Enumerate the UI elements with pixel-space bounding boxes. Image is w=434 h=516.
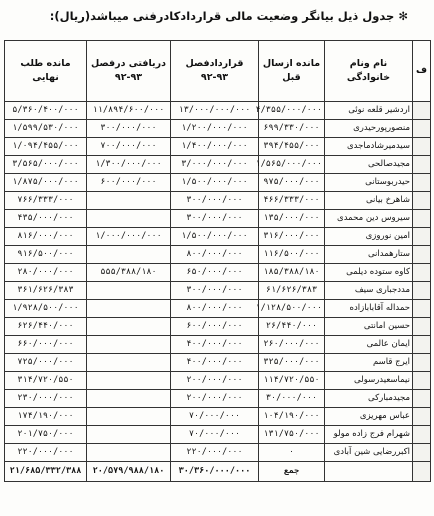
header-contract <box>171 41 259 102</box>
final-balance-cell: ۷۶۶/۳۳۳/۰۰۰ <box>5 192 87 210</box>
table-row <box>5 156 431 174</box>
row-index-cell <box>413 444 431 462</box>
final-balance-cell: ۳/۵۶۵/۰۰۰/۰۰۰ <box>5 156 87 174</box>
received-cell <box>87 444 171 462</box>
player-name-cell: کاوه ستوده دیلمی <box>325 264 413 282</box>
total-row <box>5 462 431 482</box>
table-row <box>5 228 431 246</box>
asterisk-icon: ✻ <box>398 9 408 23</box>
table-row <box>5 138 431 156</box>
final-balance-cell: ۲۰۱/۷۵۰/۰۰۰ <box>5 426 87 444</box>
received-cell <box>87 336 171 354</box>
table-row <box>5 300 431 318</box>
page-title <box>8 6 408 26</box>
contract-cell: ۳۰۰/۰۰۰/۰۰۰ <box>171 192 259 210</box>
player-name-cell: حسین امانتی <box>325 318 413 336</box>
player-name-cell: شاهرخ بیانی <box>325 192 413 210</box>
final-balance-cell: ۶۲۶/۴۴۰/۰۰۰ <box>5 318 87 336</box>
received-cell <box>87 192 171 210</box>
final-balance-cell: ۲۳۰/۰۰۰/۰۰۰ <box>5 390 87 408</box>
player-name-cell: ستارهمدانی <box>325 246 413 264</box>
player-name-cell: اردشیر قلعه نوئی <box>325 102 413 120</box>
row-index-cell <box>413 210 431 228</box>
title-text: جدول ذیل بیانگر وضعیت مالی قراردادکادرفنی میباشد(ریال): <box>49 9 395 23</box>
row-index-cell <box>413 264 431 282</box>
player-name-cell: امین نوروزی <box>325 228 413 246</box>
table-row <box>5 120 431 138</box>
total-final: ۲۱/۶۸۵/۳۳۲/۳۸۸ <box>5 462 87 482</box>
row-index-cell <box>413 390 431 408</box>
header-name: نام ونام خانوادگی <box>325 41 413 102</box>
header-contract-line2: ۹۲-۹۳ <box>200 72 229 83</box>
contract-cell: ۴۰۰/۰۰۰/۰۰۰ <box>171 336 259 354</box>
table-row <box>5 282 431 300</box>
header-final: مانده طلب نهایی <box>5 41 87 102</box>
contract-cell: ۷۰/۰۰۰/۰۰۰ <box>171 426 259 444</box>
contract-cell: ۲۲۰/۰۰۰/۰۰۰ <box>171 444 259 462</box>
received-cell: ۶۰۰/۰۰۰/۰۰۰ <box>87 174 171 192</box>
row-index-cell <box>413 426 431 444</box>
received-cell <box>87 372 171 390</box>
total-contract: ۳۰/۳۶۰/۰۰۰/۰۰۰ <box>171 462 259 482</box>
table-row <box>5 426 431 444</box>
final-balance-cell: ۷۲۵/۰۰۰/۰۰۰ <box>5 354 87 372</box>
prev-balance-cell: ۳۱۶/۰۰۰/۰۰۰ <box>259 228 325 246</box>
received-cell: ۱/۰۰۰/۰۰۰/۰۰۰ <box>87 228 171 246</box>
received-cell <box>87 282 171 300</box>
row-index-cell <box>413 102 431 120</box>
row-index-cell <box>413 228 431 246</box>
final-balance-cell: ۴۳۵/۰۰۰/۰۰۰ <box>5 210 87 228</box>
total-received: ۲۰/۵۷۹/۹۸۸/۱۸۰ <box>87 462 171 482</box>
prev-balance-cell: ۶۹۹/۳۳۰/۰۰۰ <box>259 120 325 138</box>
table-row <box>5 444 431 462</box>
final-balance-cell: ۵/۳۶۰/۴۰۰/۰۰۰ <box>5 102 87 120</box>
prev-balance-cell: ۱۰۴/۱۹۰/۰۰۰ <box>259 408 325 426</box>
table-row <box>5 318 431 336</box>
player-name-cell: عباس مهریزی <box>325 408 413 426</box>
received-cell <box>87 300 171 318</box>
received-cell <box>87 246 171 264</box>
row-index-cell <box>413 138 431 156</box>
received-cell: ۷۰۰/۰۰۰/۰۰۰ <box>87 138 171 156</box>
table-row <box>5 354 431 372</box>
final-balance-cell: ۱/۵۹۹/۵۳۰/۰۰۰ <box>5 120 87 138</box>
row-index-cell <box>413 372 431 390</box>
contract-cell: ۱/۴۰۰/۰۰۰/۰۰۰ <box>171 138 259 156</box>
header-received-line1: دریافتی درفصل <box>91 58 166 69</box>
received-cell: ۵۵۵/۳۸۸/۱۸۰ <box>87 264 171 282</box>
received-cell: ۱/۳۰۰/۰۰۰/۰۰۰ <box>87 156 171 174</box>
player-name-cell: ایمان عالمی <box>325 336 413 354</box>
prev-balance-cell: ۳۹۴/۴۵۵/۰۰۰ <box>259 138 325 156</box>
row-index-cell <box>413 354 431 372</box>
contract-cell: ۱/۵۰۰/۰۰۰/۰۰۰ <box>171 174 259 192</box>
final-balance-cell: ۶۶۰/۰۰۰/۰۰۰ <box>5 336 87 354</box>
table-row <box>5 174 431 192</box>
player-name-cell: مجیدصالحی <box>325 156 413 174</box>
contract-cell: ۸۰۰/۰۰۰/۰۰۰ <box>171 246 259 264</box>
header-received-line2: ۹۲-۹۳ <box>114 72 143 83</box>
contract-cell: ۳۰۰/۰۰۰/۰۰۰ <box>171 282 259 300</box>
table-row <box>5 408 431 426</box>
contract-cell: ۱۳/۰۰۰/۰۰۰/۰۰۰ <box>171 102 259 120</box>
table-body <box>5 102 431 462</box>
player-name-cell: حیدربوستانی <box>325 174 413 192</box>
final-balance-cell: ۳۱۴/۷۲۰/۵۵۰ <box>5 372 87 390</box>
player-name-cell: مددجباری سیف <box>325 282 413 300</box>
row-index-cell <box>413 318 431 336</box>
player-name-cell: سیدمیرشادماجدی <box>325 138 413 156</box>
prev-balance-cell: ۴۶۶/۳۳۳/۰۰۰ <box>259 192 325 210</box>
contract-cell: ۱/۲۰۰/۰۰۰/۰۰۰ <box>171 120 259 138</box>
contract-cell: ۶۵۰/۰۰۰/۰۰۰ <box>171 264 259 282</box>
contract-cell: ۶۰۰/۰۰۰/۰۰۰ <box>171 318 259 336</box>
received-cell <box>87 390 171 408</box>
prev-balance-cell: ۲۶۰/۰۰۰/۰۰۰ <box>259 336 325 354</box>
final-balance-cell: ۲۲۰/۰۰۰/۰۰۰ <box>5 444 87 462</box>
financial-table <box>4 40 431 482</box>
contract-cell: ۲۰۰/۰۰۰/۰۰۰ <box>171 372 259 390</box>
row-index-cell <box>413 120 431 138</box>
prev-balance-cell: ۱۳۱/۷۵۰/۰۰۰ <box>259 426 325 444</box>
header-contract-line1: قراردادفصل <box>185 58 244 69</box>
table-row <box>5 246 431 264</box>
table-row <box>5 336 431 354</box>
table-row <box>5 372 431 390</box>
header-received <box>87 41 171 102</box>
player-name-cell: شهرام فرج زاده مولو <box>325 426 413 444</box>
received-cell <box>87 210 171 228</box>
row-index-cell <box>413 408 431 426</box>
header-index: ف <box>413 41 431 102</box>
final-balance-cell: ۱۷۴/۱۹۰/۰۰۰ <box>5 408 87 426</box>
table-header-row <box>5 41 431 102</box>
table-row <box>5 210 431 228</box>
final-balance-cell: ۳۶۱/۶۲۶/۳۸۳ <box>5 282 87 300</box>
row-index-cell <box>413 300 431 318</box>
row-index-cell <box>413 174 431 192</box>
prev-balance-cell: ۱/۵۶۵/۰۰۰/۰۰۰ <box>259 156 325 174</box>
final-balance-cell: ۹۱۶/۵۰۰/۰۰۰ <box>5 246 87 264</box>
total-label-cell: جمع <box>259 462 325 482</box>
player-name-cell: سیروس دین محمدی <box>325 210 413 228</box>
received-cell: ۳۰۰/۰۰۰/۰۰۰ <box>87 120 171 138</box>
player-name-cell: ایرج قاسم <box>325 354 413 372</box>
table-row <box>5 192 431 210</box>
contract-cell: ۸۰۰/۰۰۰/۰۰۰ <box>171 300 259 318</box>
player-name-cell: منصورپورحیدری <box>325 120 413 138</box>
prev-balance-cell: ۲۶/۴۴۰/۰۰۰ <box>259 318 325 336</box>
prev-balance-cell: ۳۲۵/۰۰۰/۰۰۰ <box>259 354 325 372</box>
player-name-cell: نیماسعیدرسولی <box>325 372 413 390</box>
final-balance-cell: ۸۱۶/۰۰۰/۰۰۰ <box>5 228 87 246</box>
received-cell <box>87 408 171 426</box>
contract-cell: ۷۰/۰۰۰/۰۰۰ <box>171 408 259 426</box>
contract-cell: ۲۰۰/۰۰۰/۰۰۰ <box>171 390 259 408</box>
total-index-cell <box>413 462 431 482</box>
table-row <box>5 264 431 282</box>
prev-balance-cell: ۱۱۶/۵۰۰/۰۰۰ <box>259 246 325 264</box>
prev-balance-cell: ۰ <box>259 444 325 462</box>
table-row <box>5 390 431 408</box>
contract-cell: ۱/۵۰۰/۰۰۰/۰۰۰ <box>171 228 259 246</box>
prev-balance-cell: ۶۱/۶۲۶/۳۸۳ <box>259 282 325 300</box>
final-balance-cell: ۱/۸۷۵/۰۰۰/۰۰۰ <box>5 174 87 192</box>
prev-balance-cell: ۹۷۵/۰۰۰/۰۰۰ <box>259 174 325 192</box>
prev-balance-cell: ۴/۳۵۵/۰۰۰/۰۰۰ <box>259 102 325 120</box>
row-index-cell <box>413 336 431 354</box>
prev-balance-cell: ۳۰/۰۰۰/۰۰۰ <box>259 390 325 408</box>
total-label <box>325 462 413 482</box>
row-index-cell <box>413 282 431 300</box>
player-name-cell: مجیدمبارکی <box>325 390 413 408</box>
final-balance-cell: ۱/۰۹۴/۴۵۵/۰۰۰ <box>5 138 87 156</box>
final-balance-cell: ۱/۹۲۸/۵۰۰/۰۰۰ <box>5 300 87 318</box>
received-cell: ۱۱/۸۹۴/۶۰۰/۰۰۰ <box>87 102 171 120</box>
prev-balance-cell: ۱۱۴/۷۲۰/۵۵۰ <box>259 372 325 390</box>
player-name-cell: اکبررضایی شین آبادی <box>325 444 413 462</box>
received-cell <box>87 318 171 336</box>
contract-cell: ۳۰۰/۰۰۰/۰۰۰ <box>171 210 259 228</box>
financial-table-container <box>4 40 434 512</box>
prev-balance-cell: ۱۳۵/۰۰۰/۰۰۰ <box>259 210 325 228</box>
prev-balance-cell: ۱۸۵/۳۸۸/۱۸۰ <box>259 264 325 282</box>
contract-cell: ۴۰۰/۰۰۰/۰۰۰ <box>171 354 259 372</box>
contract-cell: ۳/۰۰۰/۰۰۰/۰۰۰ <box>171 156 259 174</box>
player-name-cell: حمداله آقابابازاده <box>325 300 413 318</box>
prev-balance-cell: ۱/۱۲۸/۵۰۰/۰۰۰ <box>259 300 325 318</box>
header-prev-balance: مانده ازسال قبل <box>259 41 325 102</box>
received-cell <box>87 426 171 444</box>
received-cell <box>87 354 171 372</box>
row-index-cell <box>413 246 431 264</box>
table-row <box>5 102 431 120</box>
row-index-cell <box>413 156 431 174</box>
final-balance-cell: ۲۸۰/۰۰۰/۰۰۰ <box>5 264 87 282</box>
row-index-cell <box>413 192 431 210</box>
